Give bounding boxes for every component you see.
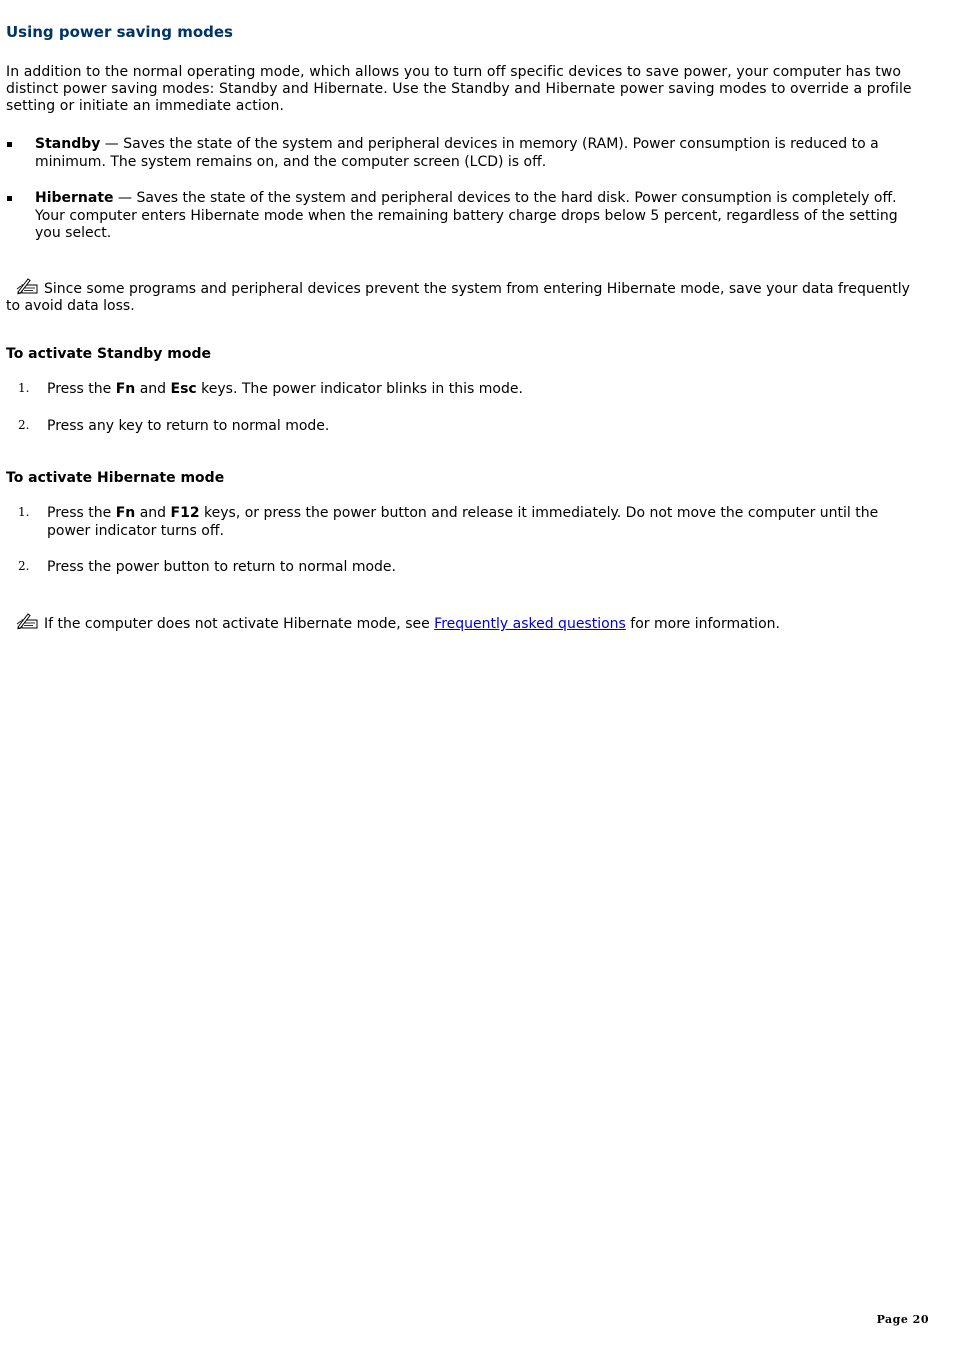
list-item-hibernate <box>6 190 916 243</box>
note-text-pre: If the computer does not activate Hibernate mode, see <box>44 616 435 632</box>
intro-paragraph: In addition to the normal operating mode, which allows you to turn off specific devices to save power, your computer has two distinct power saving modes: Standby and Hibernate. Use the Standby and Hibernate power saving modes to override a profile setting or initiate an immediate action. <box>6 64 912 114</box>
hibernate-step-2 <box>6 559 906 577</box>
step-text: Press the Fn and Esc keys. The power indicator blinks in this mode. <box>47 381 523 397</box>
faq-link[interactable]: Frequently asked questions <box>434 616 626 632</box>
list-item-text <box>35 190 916 243</box>
note-text: Since some programs and peripheral devices prevent the system from entering Hibernate mode, save your data frequently to avoid data loss. <box>6 281 910 314</box>
bullet-square-icon <box>7 142 12 147</box>
step-number: 2. <box>18 559 30 573</box>
note-data-loss <box>6 277 926 315</box>
key-label: Fn <box>115 381 136 397</box>
note-text-post: for more information. <box>625 616 780 632</box>
standby-step-1 <box>6 381 906 399</box>
list-item-standby <box>6 136 916 171</box>
step-text: Press any key to return to normal mode. <box>47 418 330 434</box>
page-number: Page 20 <box>876 1313 929 1326</box>
step-number: 2. <box>18 418 30 432</box>
hibernate-heading: To activate Hibernate mode <box>6 470 225 486</box>
step-text: Press the power button to return to normal mode. <box>47 559 396 575</box>
page-title: Using power saving modes <box>6 23 233 41</box>
step-text: Press the Fn and F12 keys, or press the power button and release it immediately. Do not move the computer until the power indicator turns off. <box>47 505 879 539</box>
key-label: Fn <box>115 505 136 521</box>
note-pencil-icon <box>16 277 38 295</box>
note-pencil-icon <box>16 612 38 630</box>
key-label: Esc <box>170 381 197 397</box>
note-faq <box>6 612 926 633</box>
standby-heading: To activate Standby mode <box>6 346 212 362</box>
mode-description: — Saves the state of the system and peripheral devices to the hard disk. Power consumption is completely off. Your computer enters Hibernate mode when the remaining battery charge drops below 5 percent, regardless of the setting you select. <box>35 190 898 241</box>
hibernate-step-1 <box>6 505 906 540</box>
list-item-text <box>35 136 916 171</box>
bullet-square-icon <box>7 196 12 201</box>
mode-description: — Saves the state of the system and peripheral devices in memory (RAM). Power consumption is reduced to a minimum. The system remains on, and the computer screen (LCD) is off. <box>35 136 879 170</box>
step-number: 1. <box>18 381 30 395</box>
mode-name: Hibernate <box>35 190 114 206</box>
standby-step-2 <box>6 418 906 436</box>
step-number: 1. <box>18 505 30 519</box>
key-label: F12 <box>170 505 200 521</box>
mode-name: Standby <box>35 136 101 152</box>
